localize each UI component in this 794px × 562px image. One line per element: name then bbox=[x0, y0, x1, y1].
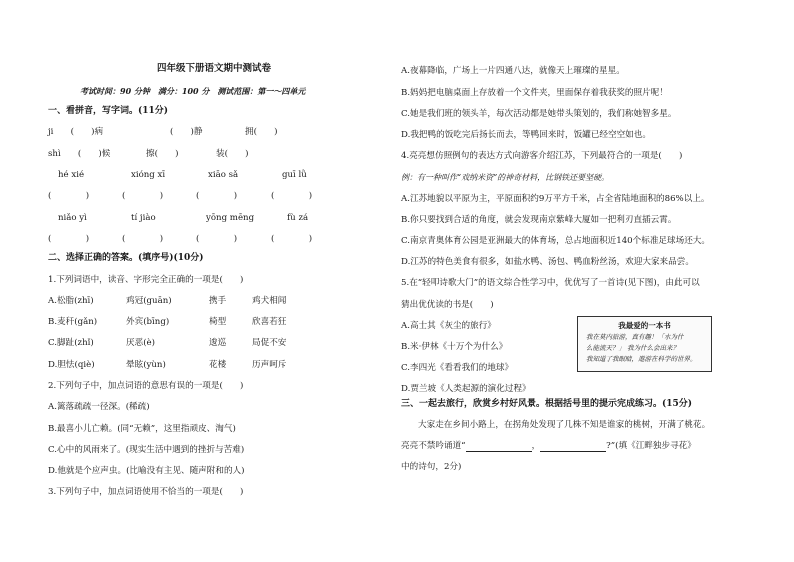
q2-option-b: B.最喜小儿亡赖。(同“无赖”，这里指顽皮、淘气) bbox=[48, 424, 236, 434]
q3-option-d: D.我把鸭的饭吃完后扬长而去，等鸭回来时，饭罐已经空空如也。 bbox=[401, 130, 651, 140]
q2-option-d: D.他就是个应声虫。(比喻没有主见、随声附和的人) bbox=[48, 466, 245, 476]
book-card-line-2: 么能流天？」 我为什么会出来？ bbox=[586, 344, 680, 352]
exam-info: 考试时间：90 分钟 满分：100 分 测试范围：第一～四单元 bbox=[80, 86, 306, 96]
q4-option-c: C.南京青奥体育公园是亚洲最大的体育场，总占地面积近140个标准足球场还大。 bbox=[401, 236, 710, 246]
q1-c-3: 逡巡 bbox=[209, 338, 227, 348]
q1-b-2: 外宾(bīng) bbox=[126, 317, 170, 327]
pinyin-1: hé xié bbox=[58, 170, 85, 180]
answer-box-6[interactable]: ( ) bbox=[122, 234, 164, 244]
q5-stem-line1: 5.在“轻叩诗歌大门”的语文综合性学习中，优优写了一首诗(见下图)，由此可以 bbox=[401, 278, 700, 288]
q1-c-2: 厌恶(è) bbox=[126, 338, 155, 348]
q5-option-d: D.贾兰坡《人类起源的演化过程》 bbox=[401, 384, 531, 394]
q1-b-3: 椅型 bbox=[209, 317, 227, 327]
q1-row1-item1: ji ( )病 bbox=[48, 127, 104, 137]
q3-option-a: A.夜幕降临，广场上一片四通八达，就像天上璀璨的星星。 bbox=[401, 66, 625, 76]
q5-stem-line2: 猜出优优读的书是( ) bbox=[401, 300, 494, 310]
page-title: 四年级下册语文期中测试卷 bbox=[157, 63, 272, 74]
book-card-title: 我最爱的一本书 bbox=[618, 321, 671, 330]
q1-d-2: 晕眩(yùn) bbox=[126, 360, 166, 370]
q4-option-d: D.江苏的特色美食有很多，如盐水鸭、汤包、鸭血粉丝汤，欢迎大家来品尝。 bbox=[401, 257, 694, 267]
q2-stem: 2.下列句子中，加点词语的意思有误的一项是( ) bbox=[48, 381, 244, 391]
q1-row2-item1: shì ( )候 bbox=[48, 149, 111, 159]
q1-a-4: 鸡犬相闻 bbox=[252, 296, 287, 306]
answer-box-2[interactable]: ( ) bbox=[122, 191, 164, 201]
q5-option-b: B.米·伊林《十万个为什么》 bbox=[401, 342, 508, 352]
q2-option-c: C.心中的风雨来了。(现实生活中遇到的挫折与苦难) bbox=[48, 445, 245, 455]
q1-row2-item2: 擦( ) bbox=[146, 149, 179, 159]
pinyin-3: xiāo sǎ bbox=[208, 170, 239, 180]
poem-blank-2[interactable] bbox=[540, 442, 606, 452]
q4-option-b: B.你只要找到合适的角度，就会发现南京紫峰大厦如一把利刃直插云霄。 bbox=[401, 215, 677, 225]
answer-box-8[interactable]: ( ) bbox=[271, 234, 313, 244]
poem-blank-1[interactable] bbox=[466, 442, 532, 452]
q1-row1-item3: 拥( ) bbox=[245, 127, 278, 137]
pinyin-2: xióng xī bbox=[131, 170, 166, 180]
pinyin-6: tí jiào bbox=[131, 213, 156, 223]
q4-example: 例：有一种叫作“戏纳米资”的神奇材料，比钢铁还要坚硬。 bbox=[401, 173, 610, 182]
q1-a-2: 鸡冠(guān) bbox=[126, 296, 172, 306]
q4-option-a: A.江苏地貌以平原为主，平原面积约9万平方千米，占全省陆地面积的86%以上。 bbox=[401, 194, 710, 204]
q3-stem: 3.下列句子中，加点词语使用不恰当的一项是( ) bbox=[48, 487, 244, 497]
q1-stem: 1.下列词语中，读音、字形完全正确的一项是( ) bbox=[48, 275, 244, 285]
q1-row2-item3: 装( ) bbox=[216, 149, 249, 159]
book-card-line-3: 我知道了我眼睛，遨游在科学的世界。 bbox=[586, 355, 697, 363]
q1-c-4: 局促不安 bbox=[252, 338, 287, 348]
pinyin-8: fù zá bbox=[287, 213, 309, 223]
section-3-para-3: 中的诗句，2分) bbox=[401, 462, 462, 472]
answer-box-4[interactable]: ( ) bbox=[271, 191, 313, 201]
q4-stem: 4.亮亮想仿照例句的表达方式向游客介绍江苏，下列最符合的一项是( ) bbox=[401, 151, 683, 161]
q1-d-4: 历声呵斥 bbox=[252, 360, 287, 370]
q1-a-3: 携手 bbox=[209, 296, 227, 306]
favorite-book-card bbox=[577, 316, 712, 372]
book-card-line-1: 我在莫内旅游，真有趣！「水为什 bbox=[586, 333, 684, 341]
pinyin-7: yōng mēng bbox=[206, 213, 255, 223]
pinyin-4: guī lǜ bbox=[282, 170, 307, 180]
q5-option-a: A.高士其《灰尘的旅行》 bbox=[401, 321, 496, 331]
q1-c-1: C.脚趾(zhǐ) bbox=[48, 338, 94, 348]
section-3-para-1: 大家走在乡间小路上，在拐角处发现了几株不知是谁家的桃树，开满了桃花。 bbox=[418, 420, 711, 430]
q2-option-a: A.篱落疏疏一径深。(稀疏) bbox=[48, 402, 150, 412]
q1-d-1: D.胆怯(qiè) bbox=[48, 360, 95, 370]
poem-hint: ?”(填《江畔独步寻花》 bbox=[606, 441, 696, 451]
answer-box-5[interactable]: ( ) bbox=[48, 234, 90, 244]
poem-comma: ， bbox=[531, 441, 541, 451]
q1-b-4: 欣喜若狂 bbox=[252, 317, 287, 327]
answer-box-1[interactable]: ( ) bbox=[48, 191, 90, 201]
section-3-para-2 bbox=[401, 441, 696, 452]
answer-box-7[interactable]: ( ) bbox=[196, 234, 238, 244]
q5-option-c: C.李四光《看看我们的地球》 bbox=[401, 363, 514, 373]
poem-prompt: 亮亮不禁吟诵道“ bbox=[401, 441, 466, 451]
section-3-heading: 三、一起去旅行，欣赏乡村好风景。根据括号里的提示完成练习。(15分) bbox=[401, 399, 693, 409]
q1-row1-item2: ( )静 bbox=[170, 127, 203, 137]
pinyin-5: niǎo yì bbox=[58, 213, 87, 223]
q3-option-b: B.妈妈把电脑桌面上存放着一个文件夹，里面保存着我获奖的照片呢！ bbox=[401, 88, 668, 98]
section-2-heading: 二、选择正确的答案。(填序号)(10分) bbox=[48, 253, 204, 263]
q1-d-3: 花楼 bbox=[209, 360, 227, 370]
section-1-heading: 一、看拼音，写字词。(11分) bbox=[48, 106, 169, 116]
answer-box-3[interactable]: ( ) bbox=[196, 191, 238, 201]
q3-option-c: C.她是我们班的领头羊，每次活动都是她带头策划的，我们称她智多星。 bbox=[401, 109, 677, 119]
q1-a-1: A.松脂(zhī) bbox=[48, 296, 94, 306]
q1-b-1: B.麦秆(gǎn) bbox=[48, 317, 98, 327]
